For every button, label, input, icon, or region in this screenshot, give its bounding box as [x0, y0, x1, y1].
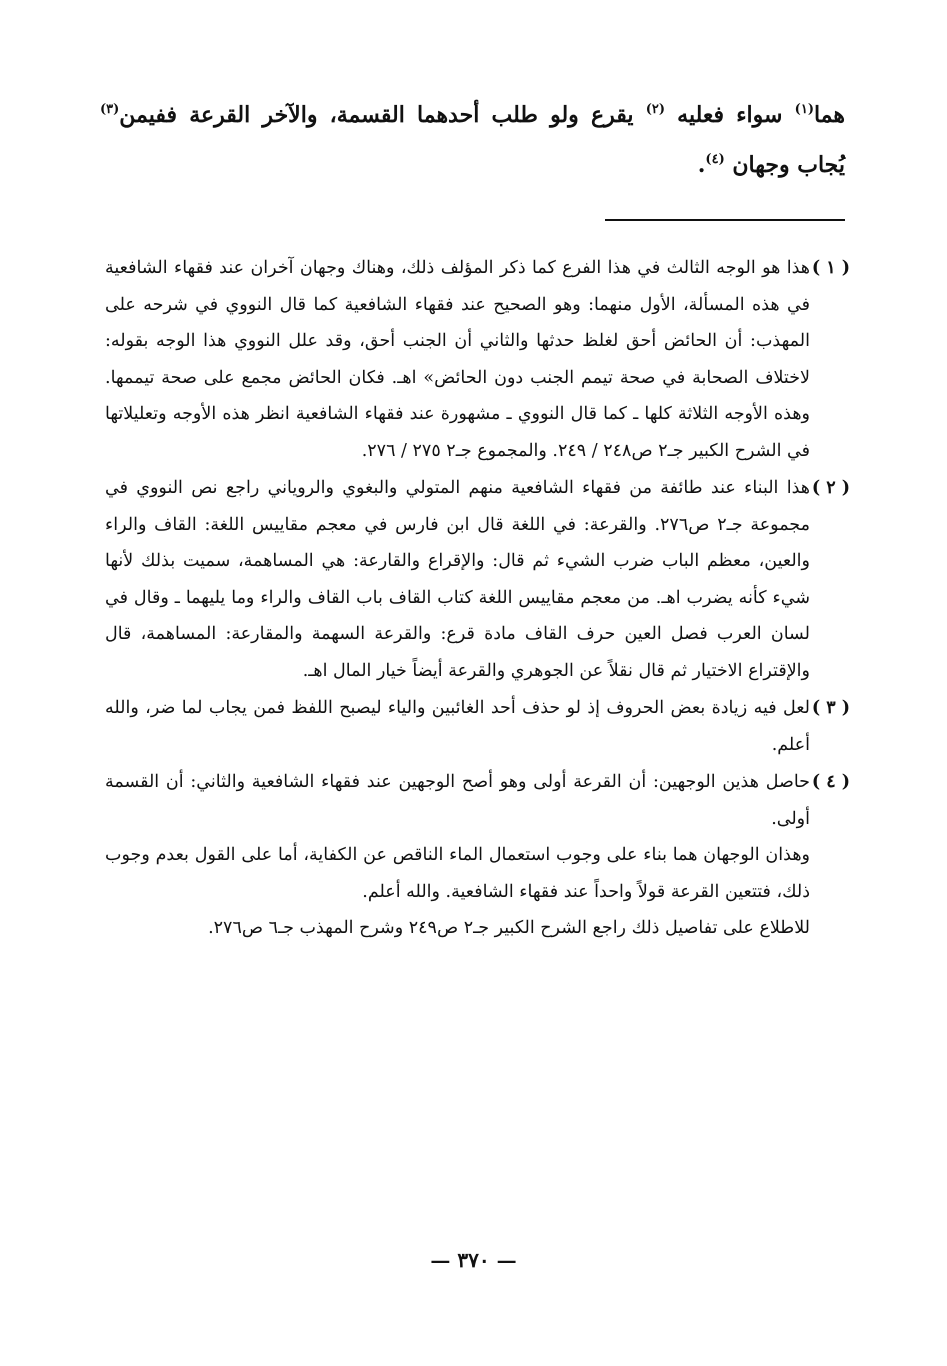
- footnote-4: [105, 764, 850, 947]
- main-text-part-4: يُجاب وجهان: [724, 152, 845, 178]
- footnote-number: ( ٤ ): [811, 772, 850, 792]
- footnote-2: [105, 470, 850, 689]
- footnote-body: [105, 250, 810, 469]
- footnote-ref-3: (٣): [100, 102, 120, 117]
- main-text-part-2: سواء فعليه: [664, 102, 795, 128]
- main-text-part-5: .: [697, 152, 706, 178]
- main-text: [100, 90, 845, 190]
- footnote-paragraph: هذا البناء عند طائفة من فقهاء الشافعية منهم المتولي والبغوي والروياني راجع نص النووي في مجموعة جـ٢ ص٢٧٦. والقرعة: في اللغة قال ابن فارس في معجم مقاييس اللغة: القاف والراء والعين، معظم الباب ضرب الشيء ثم قال: والإقراع والقارعة: هي المساهمة، سميت بذلك لأنها شيء كأنه يضرب اهـ. من معجم مقاييس اللغة كتاب القاف باب القاف والراء وما يليهما ـ وقال في لسان العرب فصل العين حرف القاف مادة قرع: والقرعة السهمة والمقارعة: المساهمة، قال والإقتراع الاختيار ثم قال نقلاً عن الجوهري والقرعة أيضاً خيار المال اهـ.: [105, 478, 810, 681]
- footnote-ref-4: (٤): [705, 152, 725, 167]
- footnote-paragraph: حاصل هذين الوجهين: أن القرعة أولى وهو أصح الوجهين عند فقهاء الشافعية والثاني: أن القسمة أولى.: [105, 772, 810, 829]
- footnote-1: [105, 250, 850, 469]
- footnote-paragraph: لعل فيه زيادة بعض الحروف إذ لو حذف أحد الغائبين والياء ليصبح اللفظ فمن يجاب لما ضر، والله أعلم.: [105, 698, 810, 755]
- footnote-body: [105, 690, 810, 763]
- footnote-body: [105, 470, 810, 689]
- footnote-paragraph: للاطلاع على تفاصيل ذلك راجع الشرح الكبير جـ٢ ص٢٤٩ وشرح المهذب جـ٦ ص٢٧٦.: [208, 918, 810, 938]
- footnote-body: [105, 764, 810, 947]
- footnote-paragraph: هذا هو الوجه الثالث في هذا الفرع كما ذكر المؤلف ذلك، وهناك وجهان آخران عند فقهاء الشافعية في هذه المسألة، الأول منهما: وهو الصحيح عند فقهاء الشافعية كما قال النووي في شرحه على المهذب: أن الحائض أحق لغلظ حدثها والثاني أن الجنب أحق، وقد علل النووي هذا الوجه بقوله: لاختلاف الصحابة في صحة تيمم الجنب دون الحائض» اهـ. فكان الحائض مجمع على صحة تيممها. وهذه الأوجه الثلاثة كلها ـ كما قال النووي ـ مشهورة عند فقهاء الشافعية انظر هذه الأوجه وتعليلاتها في الشرح الكبير جـ٢ ص٢٤٨ / ٢٤٩. والمجموع جـ٢ ٢٧٥ / ٢٧٦.: [105, 258, 810, 461]
- footnote-ref-2: (٢): [645, 102, 665, 117]
- footnote-number: ( ١ ): [811, 258, 850, 278]
- footnote-separator: [605, 219, 845, 221]
- footnote-number: ( ٣ ): [811, 698, 850, 718]
- footnote-paragraph: وهذان الوجهان هما بناء على وجوب استعمال الماء الناقص عن الكفاية، أما على القول بعدم وجوب ذلك، فتتعين القرعة قولاً واحداً عند فقهاء الشافعية. والله أعلم.: [105, 845, 810, 902]
- footnotes: [105, 250, 850, 948]
- main-text-part-3: يقرع ولو طلب أحدهما القسمة، والآخر القرعة ففيمن: [119, 102, 646, 128]
- footnote-3: [105, 690, 850, 763]
- footnote-number: ( ٢ ): [811, 478, 850, 498]
- footnote-ref-1: (١): [794, 102, 814, 117]
- page-number: — ٣٧٠ —: [430, 1248, 517, 1272]
- main-text-part-1: هما: [813, 102, 845, 128]
